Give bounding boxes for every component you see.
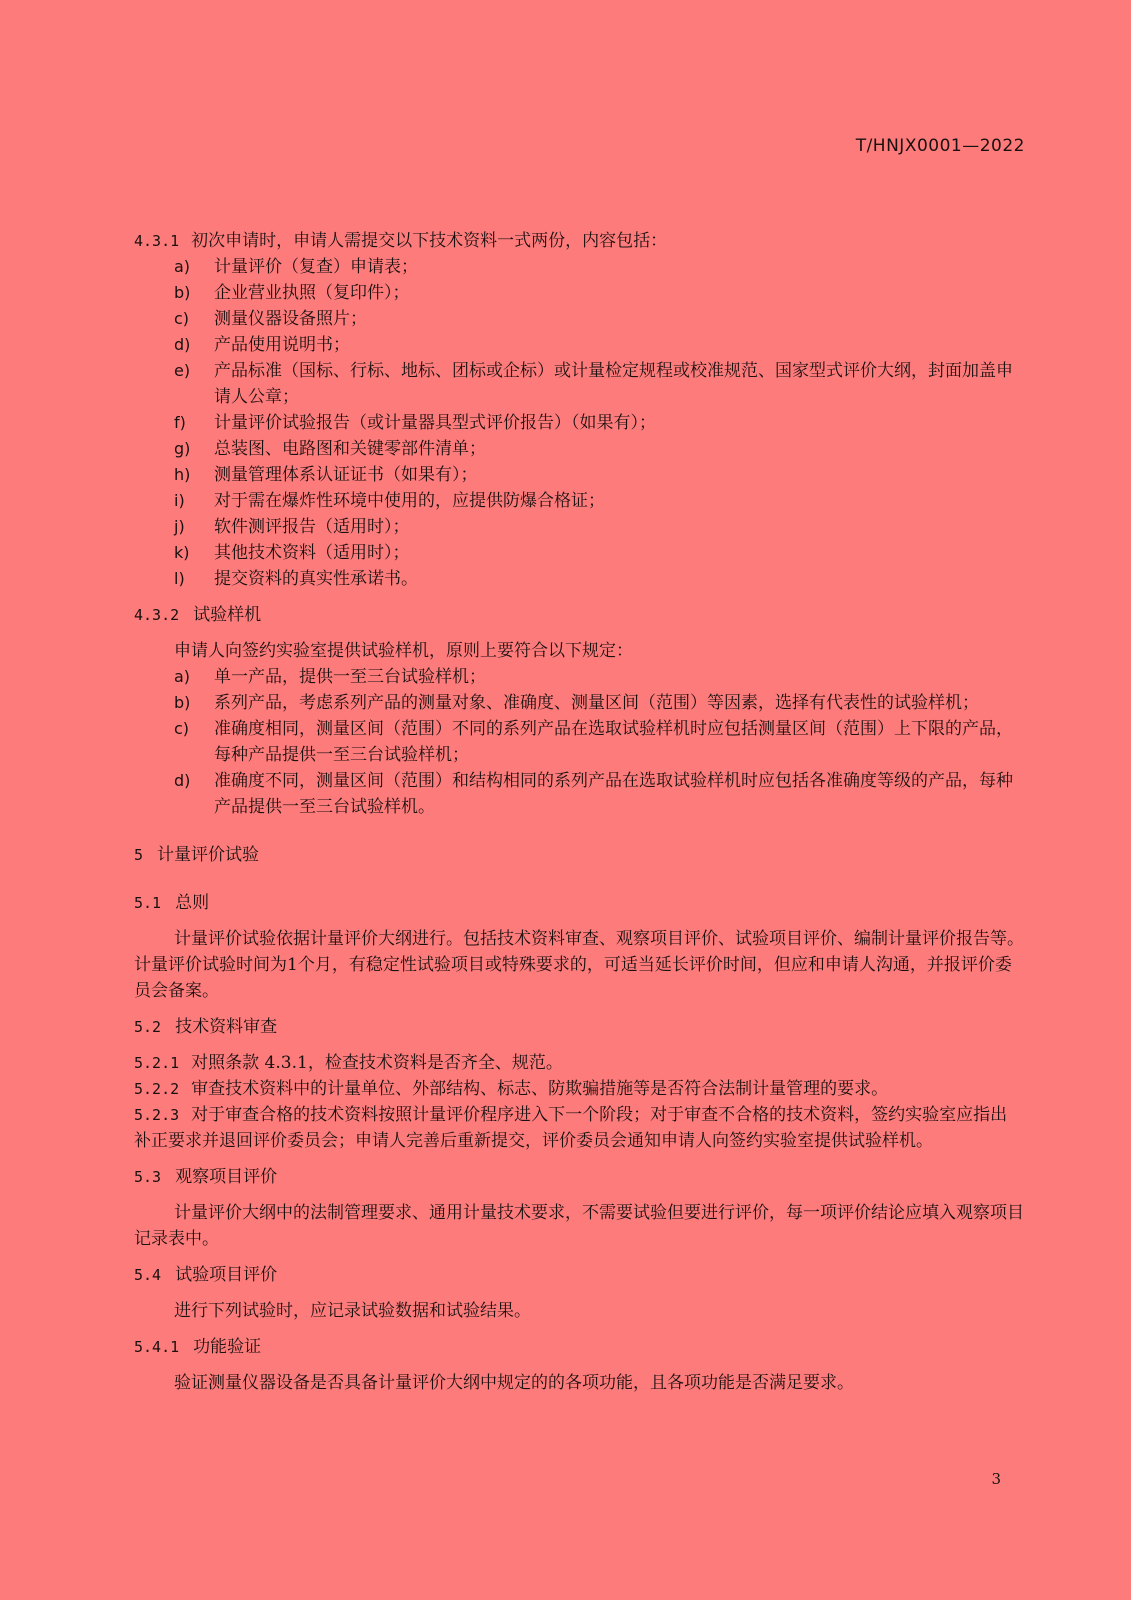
clause-intro: 申请人向签约实验室提供试验样机，原则上要符合以下规定：: [174, 641, 633, 661]
list-text: 计量评价试验报告（或计量器具型式评价报告）（如果有）；: [214, 413, 656, 433]
list-text: 系列产品，考虑系列产品的测量对象、准确度、测量区间（范围）等因素，选择有代表性的试验样机；: [214, 693, 979, 713]
list-item: [134, 664, 1024, 690]
list-text: 单一产品，提供一至三台试验样机；: [214, 667, 486, 687]
section-paragraph: 进行下列试验时，应记录试验数据和试验结果。: [174, 1301, 531, 1321]
section-5-3-heading: [134, 1164, 1024, 1190]
list-text: 总装图、电路图和关键零部件清单；: [214, 439, 486, 459]
list-marker: a): [174, 667, 191, 686]
list-item: [134, 566, 1024, 592]
list-item: [134, 410, 1024, 436]
list-marker: d): [174, 771, 191, 790]
list-marker: k): [174, 543, 190, 562]
section-5-4-heading: [134, 1262, 1024, 1288]
clause-5-2-2: [134, 1076, 1024, 1102]
clause-4-3-2-heading: [134, 602, 1024, 628]
clause-5-2-1: [134, 1050, 1024, 1076]
list-item: [134, 254, 1024, 280]
list-text: 准确度不同，测量区间（范围）和结构相同的系列产品在选取试验样机时应包括各准确度等级的产品，每种产品提供一至三台试验样机。: [214, 771, 1013, 817]
list-text: 对于需在爆炸性环境中使用的，应提供防爆合格证；: [214, 491, 605, 511]
clause-text: 审查技术资料中的计量单位、外部结构、标志、防欺骗措施等是否符合法制计量管理的要求。: [191, 1079, 889, 1099]
list-item: [134, 540, 1024, 566]
clause-text: 初次申请时，申请人需提交以下技术资料一式两份，内容包括：: [191, 231, 668, 251]
list-text: 其他技术资料（适用时）；: [214, 543, 410, 563]
list-marker: h): [174, 465, 191, 484]
list-item: [134, 436, 1024, 462]
page-number: 3: [991, 1470, 1001, 1488]
list-text: 计量评价（复查）申请表；: [214, 257, 418, 277]
section-title: 功能验证: [193, 1337, 262, 1357]
list-marker: a): [174, 257, 191, 276]
list-text: 测量管理体系认证证书（如果有）；: [214, 465, 478, 485]
list-item: [134, 306, 1024, 332]
clause-text: 对于审查合格的技术资料按照计量评价程序进入下一个阶段；对于审查不合格的技术资料，签约实验室应指出补正要求并退回评价委员会；申请人完善后重新提交，评价委员会通知申请人向签约实验室提供试验样机。: [134, 1105, 1008, 1151]
section-5-4-1-heading: [134, 1334, 1024, 1360]
section-paragraph: 计量评价试验依据计量评价大纲进行。包括技术资料审查、观察项目评价、试验项目评价、编制计量评价报告等。计量评价试验时间为1个月，有稳定性试验项目或特殊要求的，可适当延长评价时间，但应和申请人沟通，并报评价委员会备案。: [134, 929, 1024, 1001]
clause-number: 4.3.2: [134, 606, 180, 624]
section-5-2-heading: [134, 1014, 1024, 1040]
list-item: [134, 768, 1024, 820]
list-text: 软件测评报告（适用时）；: [214, 517, 410, 537]
section-number: 5.4: [134, 1266, 162, 1284]
list-marker: b): [174, 283, 191, 302]
list-marker: g): [174, 439, 191, 458]
section-title: 观察项目评价: [175, 1167, 278, 1187]
list-marker: f): [174, 413, 186, 432]
section-number: 5.3: [134, 1168, 162, 1186]
clause-text: 对照条款 4.3.1，检查技术资料是否齐全、规范。: [191, 1053, 563, 1073]
standard-code: T/HNJX0001—2022: [855, 136, 1025, 156]
clause-title: 试验样机: [193, 605, 262, 625]
list-item: [134, 332, 1024, 358]
list-item: [134, 716, 1024, 768]
list-marker: l): [174, 569, 185, 588]
section-5-1-heading: [134, 890, 1024, 916]
list-text: 产品标准（国标、行标、地标、团标或企标）或计量检定规程或校准规范、国家型式评价大纲，封面加盖申请人公章；: [214, 361, 1013, 407]
list-marker: b): [174, 693, 191, 712]
list-text: 提交资料的真实性承诺书。: [214, 569, 418, 589]
list-item: [134, 462, 1024, 488]
sample-rules-list: [134, 664, 1024, 820]
required-documents-list: [134, 254, 1024, 592]
section-number: 5.2: [134, 1018, 162, 1036]
clause-5-2-3: [134, 1102, 1024, 1154]
list-text: 测量仪器设备照片；: [214, 309, 367, 329]
section-title: 总则: [175, 893, 210, 913]
list-marker: c): [174, 719, 190, 738]
section-title: 试验项目评价: [175, 1265, 278, 1285]
list-item: [134, 280, 1024, 306]
clause-4-3-1: [134, 228, 1024, 254]
section-number: 5.4.1: [134, 1338, 180, 1356]
section-number: 5.1: [134, 894, 162, 912]
list-item: [134, 514, 1024, 540]
clause-number: 5.2.2: [134, 1080, 180, 1098]
section-title: 计量评价试验: [157, 845, 260, 865]
list-text: 准确度相同，测量区间（范围）不同的系列产品在选取试验样机时应包括测量区间（范围）上下限的产品，每种产品提供一至三台试验样机；: [214, 719, 1013, 765]
list-item: [134, 358, 1024, 410]
section-paragraph: 验证测量仪器设备是否具备计量评价大纲中规定的的各项功能，且各项功能是否满足要求。: [174, 1373, 854, 1393]
list-text: 企业营业执照（复印件）；: [214, 283, 410, 303]
section-5-heading: [134, 842, 1024, 868]
list-marker: i): [174, 491, 185, 510]
list-text: 产品使用说明书；: [214, 335, 350, 355]
list-marker: d): [174, 335, 191, 354]
section-paragraph: 计量评价大纲中的法制管理要求、通用计量技术要求，不需要试验但要进行评价，每一项评价结论应填入观察项目记录表中。: [134, 1203, 1024, 1249]
list-marker: e): [174, 361, 191, 380]
section-number: 5: [134, 846, 144, 864]
list-item: [134, 690, 1024, 716]
clause-number: 5.2.1: [134, 1054, 180, 1072]
list-marker: j): [174, 517, 185, 536]
section-title: 技术资料审查: [175, 1017, 278, 1037]
clause-number: 4.3.1: [134, 232, 180, 250]
clause-number: 5.2.3: [134, 1106, 180, 1124]
document-body: [134, 228, 1024, 1396]
list-item: [134, 488, 1024, 514]
list-marker: c): [174, 309, 190, 328]
